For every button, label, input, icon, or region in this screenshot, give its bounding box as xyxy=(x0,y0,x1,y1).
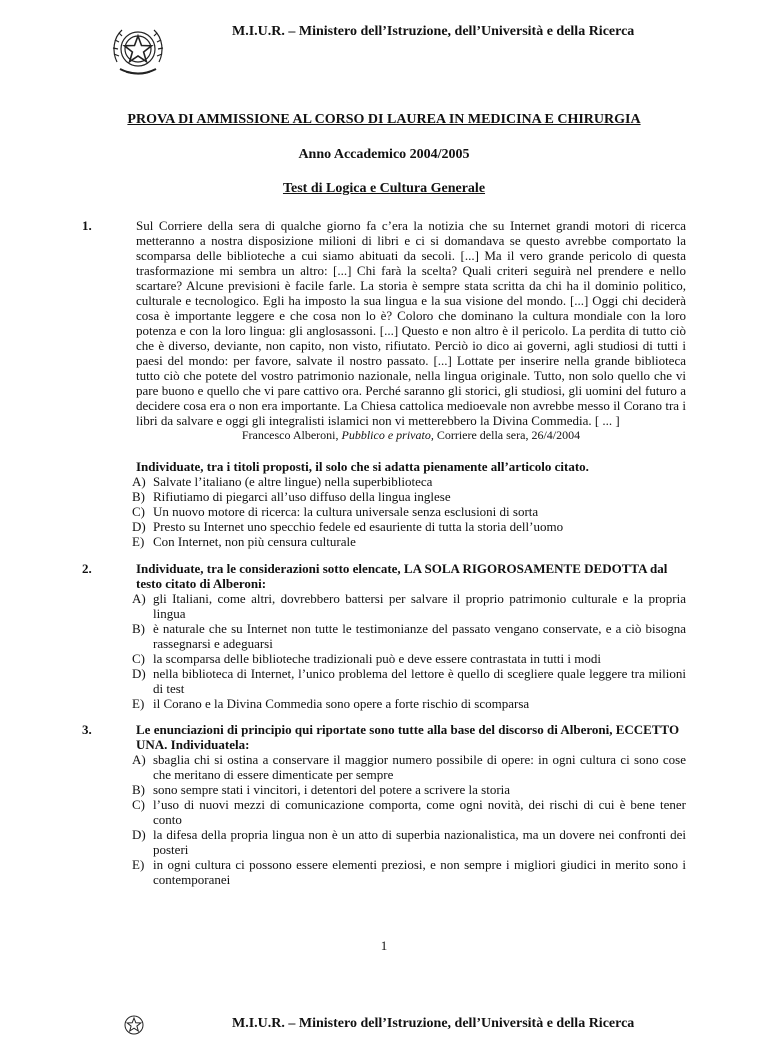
option-letter: C) xyxy=(132,797,145,812)
answer-options xyxy=(132,591,686,711)
question-prompt: Individuate, tra i titoli proposti, il solo che si adatta pienamente all’articolo citato. xyxy=(136,459,589,474)
question-prompt: Individuate, tra le considerazioni sotto elencate, LA SOLA RIGOROSAMENTE DEDOTTA dal testo citato di Alberoni: xyxy=(136,561,668,591)
option-letter: A) xyxy=(132,474,146,489)
academic-year: Anno Accademico 2004/2005 xyxy=(298,147,470,162)
answer-option-e[interactable] xyxy=(132,696,686,711)
option-letter: B) xyxy=(132,621,145,636)
option-letter: E) xyxy=(132,857,145,872)
page-number: 1 xyxy=(380,938,388,953)
option-letter: D) xyxy=(132,827,146,842)
option-text: Salvate l’italiano (e altre lingue) nella superbiblioteca xyxy=(153,474,433,489)
test-title: Test di Logica e Cultura Generale xyxy=(282,181,486,196)
option-text: Rifiutiamo di piegarci all’uso diffuso della lingua inglese xyxy=(153,489,451,504)
option-text: in ogni cultura ci possono essere elementi preziosi, e non sempre i migliori giudici in merito sono i contemporanei xyxy=(153,857,686,887)
option-text: Con Internet, non più censura culturale xyxy=(153,534,356,549)
exam-title: PROVA DI AMMISSIONE AL CORSO DI LAUREA IN MEDICINA E CHIRURGIA xyxy=(127,112,641,127)
ministry-header: M.I.U.R. – Ministero dell’Istruzione, dell’Università e della Ricerca xyxy=(232,24,635,39)
citation-source: Corriere della sera, 26/4/2004 xyxy=(436,428,581,442)
citation-author: Francesco Alberoni xyxy=(241,428,336,442)
option-text: Un nuovo motore di ricerca: la cultura universale senza esclusioni di sorta xyxy=(153,504,539,519)
option-text: sono sempre stati i vincitori, i detentori del potere a scrivere la storia xyxy=(153,782,511,797)
option-letter: A) xyxy=(132,752,146,767)
option-letter: B) xyxy=(132,782,145,797)
option-letter: B) xyxy=(132,489,145,504)
option-text: l’uso di nuovi mezzi di comunicazione comporta, come ogni novità, dei rischi di cui è bene tener conto xyxy=(153,797,686,827)
answer-option-b[interactable] xyxy=(132,782,686,797)
option-text: la difesa della propria lingua non è un atto di superbia nazionalistica, ma un dovere nei confronti dei posteri xyxy=(153,827,686,857)
citation: Francesco Alberoni, Pubblico e privato, Corriere della sera, 26/4/2004 xyxy=(241,428,581,442)
option-letter: C) xyxy=(132,651,145,666)
answer-option-d[interactable] xyxy=(132,827,686,857)
answer-option-a[interactable] xyxy=(132,752,686,782)
option-text: gli Italiani, come altri, dovrebbero battersi per salvare il proprio patrimonio culturale e la propria lingua xyxy=(153,591,686,621)
option-text: Presto su Internet uno specchio fedele ed esauriente di tutta la storia dell’uomo xyxy=(153,519,564,534)
answer-option-c[interactable] xyxy=(132,504,686,519)
citation-work: Pubblico e privato, xyxy=(341,428,434,442)
question-2 xyxy=(82,561,686,711)
option-text: sbaglia chi si ostina a conservare il maggior numero possibile di opere: in ogni cultura ci sono cose che meritano di essere dimenticate per sempre xyxy=(153,752,686,782)
question-3 xyxy=(82,722,686,887)
question-number: 3. xyxy=(82,722,92,737)
answer-option-d[interactable] xyxy=(132,666,686,696)
answer-option-a[interactable] xyxy=(132,474,686,489)
answer-option-d[interactable] xyxy=(132,519,686,534)
question-prompt: Le enunciazioni di principio qui riportate sono tutte alla base del discorso di Alberoni, ECCETTO UNA. Individuatela: xyxy=(136,722,680,752)
answer-option-b[interactable] xyxy=(132,489,686,504)
answer-option-e[interactable] xyxy=(132,534,686,549)
answer-option-c[interactable] xyxy=(132,797,686,827)
question-1 xyxy=(82,218,686,549)
answer-options xyxy=(132,474,686,549)
option-letter: E) xyxy=(132,696,145,711)
answer-option-c[interactable] xyxy=(132,651,686,666)
italian-republic-emblem-icon xyxy=(108,22,168,82)
question-number: 2. xyxy=(82,561,92,576)
option-text: il Corano e la Divina Commedia sono opere a forte rischio di scomparsa xyxy=(153,696,530,711)
answer-option-b[interactable] xyxy=(132,621,686,651)
question-number: 1. xyxy=(82,218,92,233)
option-letter: A) xyxy=(132,591,146,606)
option-letter: D) xyxy=(132,519,146,534)
option-text: è naturale che su Internet non tutte le testimonianze del passato vengano conservate, e a ciò bisogna rassegnarsi e adeguarsi xyxy=(153,621,686,651)
answer-options xyxy=(132,752,686,887)
answer-option-e[interactable] xyxy=(132,857,686,887)
option-letter: D) xyxy=(132,666,146,681)
option-letter: E) xyxy=(132,534,145,549)
option-letter: C) xyxy=(132,504,145,519)
ministry-footer: M.I.U.R. – Ministero dell’Istruzione, dell’Università e della Ricerca xyxy=(232,1016,635,1031)
option-text: nella biblioteca di Internet, l’unico problema del lettore è quello di scegliere quale leggere tra milioni di test xyxy=(153,666,686,696)
article-passage: Sul Corriere della sera di qualche giorno fa c’era la notizia che su Internet grandi motori di ricerca metteranno a nostra disposizione milioni di libri e ci si domandava se questo avrebbe comportato la scomparsa delle biblioteche a cui siamo abituati da secoli. [...] Ma il vero grande pericolo di questa trasformazione mi sembra un altro: [...] Chi farà la scelta? Quali criteri seguirà nel prendere e nello scartare? Alcune previsioni è facile farle. La storia è sempre stata scritta da chi ha il dominio politico, culturale e tecnologico. Egli ha imposto la sua lingua e la sua visione del mondo. [...] Oggi chi deciderà cosa è importante leggere e che cosa non lo è? Coloro che dominano la cultura mondiale con la loro potenza e con la loro lingua: gli anglosassoni. [...] Questo e non altro è il pericolo. La perdita di tutto ciò che è diverso, deviante, non capito, non visto, rifiutato. Perciò io dico ai governi, agli studiosi di tutti i paesi del mondo: per favore, salvate il nostro passato. [...] Lottate per inserire nella grande biblioteca tutto ciò che potete del vostro patrimonio nazionale, nella lingua originale. Tutto, non solo quello che vi pare buono e quello che vi pare cattivo ora. Perché saranno gli storici, gli studiosi, gli uomini del futuro a decidere cosa era o non era importante. La Chiesa cattolica medioevale non avrebbe messo il Corano tra i libri da salvare e oggi gli integralisti islamici non vi metterebbero la Divina Commedia. [ ... ] xyxy=(136,218,686,428)
option-text: la scomparsa delle biblioteche tradizionali può e deve essere contrastata in tutti i modi xyxy=(153,651,601,666)
answer-option-a[interactable] xyxy=(132,591,686,621)
italian-republic-emblem-icon xyxy=(122,1013,146,1037)
